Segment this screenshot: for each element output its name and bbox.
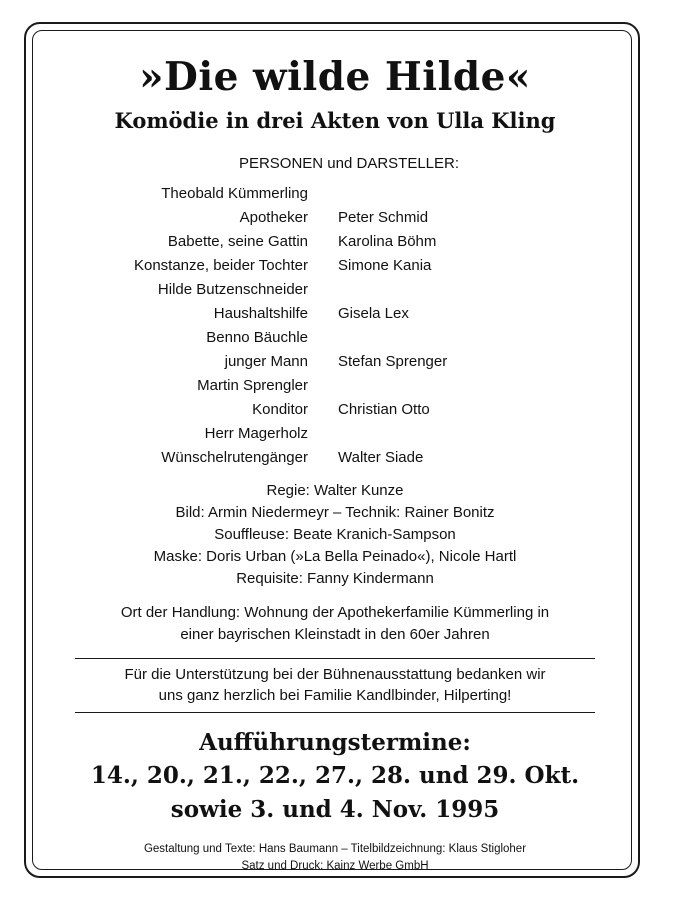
thanks-note xyxy=(40,659,630,712)
cast-actor xyxy=(338,326,630,350)
cast-role: Theobald Kümmerling xyxy=(161,185,308,202)
cast-actor: Peter Schmid xyxy=(338,209,429,226)
play-subtitle: Komödie in drei Akten von Ulla Kling xyxy=(114,108,556,133)
cast-role: Apotheker xyxy=(239,209,308,226)
cast-role: Hilde Butzenschneider xyxy=(157,281,308,298)
cast-row xyxy=(40,398,630,422)
cast-role: Konditor xyxy=(252,401,308,418)
cast-heading: PERSONEN und DARSTELLER: xyxy=(238,155,460,172)
setting-note xyxy=(40,602,630,646)
play-title: »Die wilde Hilde« xyxy=(139,54,531,100)
cast-row xyxy=(40,446,630,470)
divider-bottom xyxy=(75,712,595,713)
cast-actor: Stefan Sprenger xyxy=(338,353,448,370)
cast-row xyxy=(40,350,630,374)
thanks-line: Für die Unterstützung bei der Bühnenausstattung bedanken wir xyxy=(124,666,546,683)
crew-line: Bild: Armin Niedermeyr – Technik: Rainer Bonitz xyxy=(175,504,495,521)
setting-line: einer bayrischen Kleinstadt in den 60er Jahren xyxy=(180,626,490,643)
cast-row xyxy=(40,278,630,302)
cast-role: Benno Bäuchle xyxy=(206,329,308,346)
cast-actor xyxy=(338,422,630,446)
cast-role: Herr Magerholz xyxy=(204,425,308,442)
cast-role: Konstanze, beider Tochter xyxy=(133,257,308,274)
cast-row xyxy=(40,422,630,446)
cast-role: Haushaltshilfe xyxy=(213,305,308,322)
cast-actor: Karolina Böhm xyxy=(338,233,437,250)
thanks-block xyxy=(40,658,630,713)
cast-row xyxy=(40,302,630,326)
cast-row xyxy=(40,374,630,398)
cast-actor: Christian Otto xyxy=(338,401,430,418)
crew-line: Souffleuse: Beate Kranich-Sampson xyxy=(214,526,456,543)
crew-line: Maske: Doris Urban (»La Bella Peinado«), Nicole Hartl xyxy=(153,548,517,565)
cast-row xyxy=(40,182,630,206)
cast-actor xyxy=(338,374,630,398)
cast-role: Babette, seine Gattin xyxy=(167,233,308,250)
cast-row xyxy=(40,326,630,350)
poster-content xyxy=(40,36,630,875)
cast-role: Wünschelrutengänger xyxy=(161,449,308,466)
setting-line: Ort der Handlung: Wohnung der Apothekerfamilie Kümmerling in xyxy=(120,604,550,621)
cast-role: Martin Sprengler xyxy=(197,377,308,394)
credits-line: Satz und Druck: Kainz Werbe GmbH xyxy=(241,860,429,872)
dates-line: 14., 20., 21., 22., 27., 28. und 29. Okt. xyxy=(90,762,580,789)
cast-row xyxy=(40,230,630,254)
cast-row xyxy=(40,206,630,230)
crew-line: Regie: Walter Kunze xyxy=(266,482,404,499)
dates-heading: Aufführungstermine: xyxy=(199,729,471,756)
cast-actor xyxy=(338,278,630,302)
credits-line: Gestaltung und Texte: Hans Baumann – Titelbildzeichnung: Klaus Stigloher xyxy=(143,843,527,855)
cast-list xyxy=(40,182,630,470)
cast-actor xyxy=(338,182,630,206)
production-credits xyxy=(40,841,630,875)
cast-actor: Walter Siade xyxy=(338,449,424,466)
cast-actor: Simone Kania xyxy=(338,257,432,274)
dates-line: sowie 3. und 4. Nov. 1995 xyxy=(170,796,500,823)
cast-row xyxy=(40,254,630,278)
thanks-line: uns ganz herzlich bei Familie Kandlbinder, Hilperting! xyxy=(158,687,512,704)
cast-actor: Gisela Lex xyxy=(338,305,409,322)
cast-role: junger Mann xyxy=(224,353,308,370)
crew-line: Requisite: Fanny Kindermann xyxy=(236,570,434,587)
crew-credits xyxy=(40,480,630,590)
